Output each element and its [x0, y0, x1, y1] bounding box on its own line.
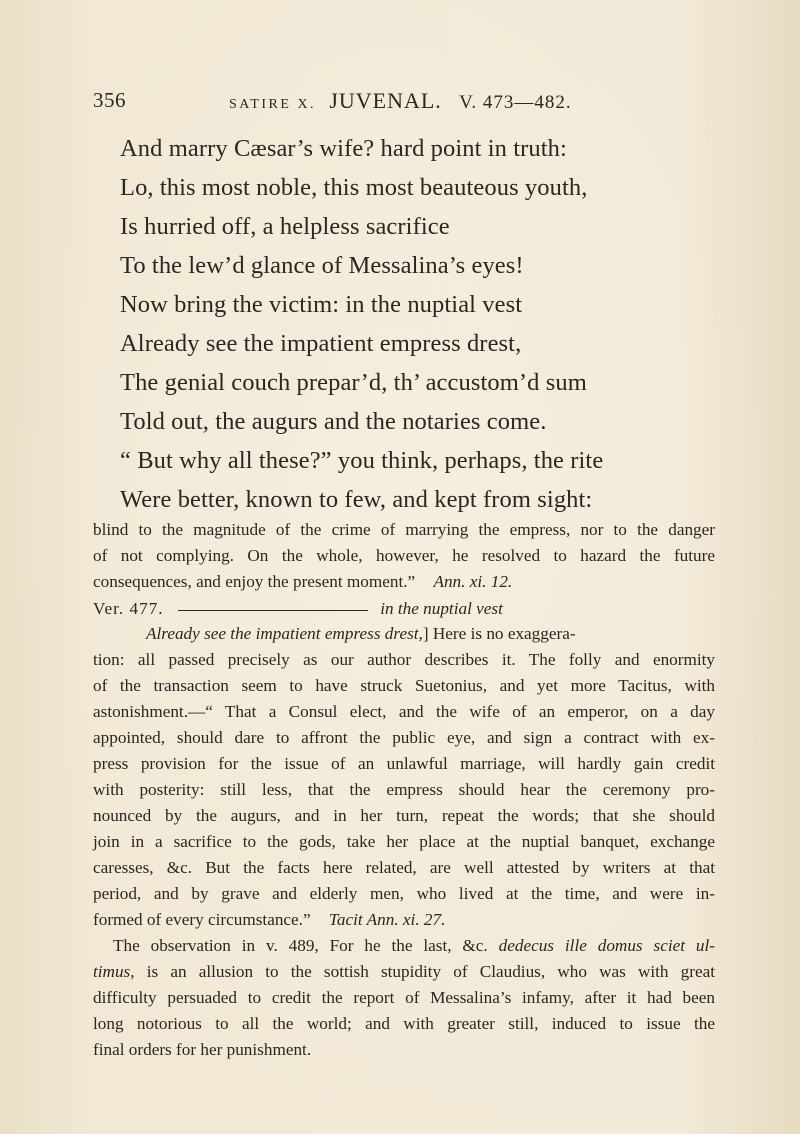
citation: Ann. xi. 12.: [433, 572, 513, 591]
satire-label: SATIRE X.: [229, 97, 317, 112]
note-line: of not complying. On the whole, however, he resolved to hazard the future: [93, 546, 715, 565]
verse-line: “ But why all these?” you think, perhaps, the rite: [120, 447, 604, 474]
note-line: difficulty persuaded to credit the report of Messalina’s infamy, after it had been: [93, 988, 715, 1007]
verse-line: To the lew’d glance of Messalina’s eyes!: [120, 252, 524, 279]
verse-line: Is hurried off, a helpless sacrifice: [120, 213, 450, 240]
verse-line: And marry Cæsar’s wife? hard point in truth:: [120, 135, 567, 162]
note-line: join in a sacrifice to the gods, take her place at the nuptial banquet, exchange: [93, 832, 715, 851]
note-text: is an allusion to the sottish stupidity of Claudius, who was with great: [146, 962, 716, 981]
note-line: caresses, &c. But the facts here related, are well attested by writers at that: [93, 858, 715, 877]
lemma: Already see the impatient empress drest,: [146, 624, 423, 643]
verse-line: Lo, this most noble, this most beauteous youth,: [120, 174, 588, 201]
note-line: [113, 937, 715, 954]
note-line: [146, 625, 576, 642]
note-line: press provision for the issue of an unlawful marriage, will hardly gain credit: [93, 754, 715, 773]
ditto-rule: [178, 610, 368, 611]
note-line: [93, 963, 715, 980]
verse-line: Already see the impatient empress drest,: [120, 330, 522, 357]
note-line: appointed, should dare to affront the public eye, and sign a contract with ex-: [93, 728, 715, 747]
verse-line: The genial couch prepar’d, th’ accustom’d sum: [120, 369, 587, 396]
note-text: consequences, and enjoy the present moment.”: [93, 572, 416, 591]
verse-line: Were better, known to few, and kept from sight:: [120, 486, 593, 513]
latin-quote: dedecus ille domus sciet ul-: [498, 936, 715, 955]
page-number: 356: [93, 88, 126, 112]
running-header: [0, 88, 800, 118]
running-title: [229, 88, 572, 114]
citation: Tacit Ann. xi. 27.: [328, 910, 446, 929]
author-name: JUVENAL.: [329, 88, 442, 113]
note-line: final orders for her punishment.: [93, 1040, 312, 1059]
verse-label: Ver. 477.: [93, 599, 164, 618]
note-line: [93, 573, 512, 590]
note-text: ] Here is no exaggera-: [422, 624, 576, 643]
lemma: in the nuptial vest: [380, 599, 503, 618]
note-text: The observation in v. 489, For he the last, &c.: [113, 936, 488, 955]
verse-reference: [93, 599, 503, 619]
note-line: astonishment.—“ That a Consul elect, and the wife of an emperor, on a day: [93, 702, 715, 721]
verse-line: Now bring the victim: in the nuptial vest: [120, 291, 523, 318]
latin-quote: timus,: [93, 962, 135, 981]
note-line: of the transaction seem to have struck Suetonius, and yet more Tacitus, with: [93, 676, 715, 695]
line-range: V. 473—482.: [459, 92, 572, 113]
note-line: long notorious to all the world; and with greater still, induced to issue the: [93, 1014, 715, 1033]
note-line: nounced by the augurs, and in her turn, repeat the words; that she should: [93, 806, 715, 825]
note-line: tion: all passed precisely as our author describes it. The folly and enormity: [93, 650, 715, 669]
verse-line: Told out, the augurs and the notaries come.: [120, 408, 547, 435]
note-line: [93, 911, 445, 928]
note-line: with posterity: still less, that the empress should hear the ceremony pro-: [93, 780, 715, 799]
note-text: formed of every circumstance.”: [93, 910, 311, 929]
note-line: period, and by grave and elderly men, who lived at the time, and were in-: [93, 884, 715, 903]
note-line: blind to the magnitude of the crime of marrying the empress, nor to the danger: [93, 520, 715, 539]
